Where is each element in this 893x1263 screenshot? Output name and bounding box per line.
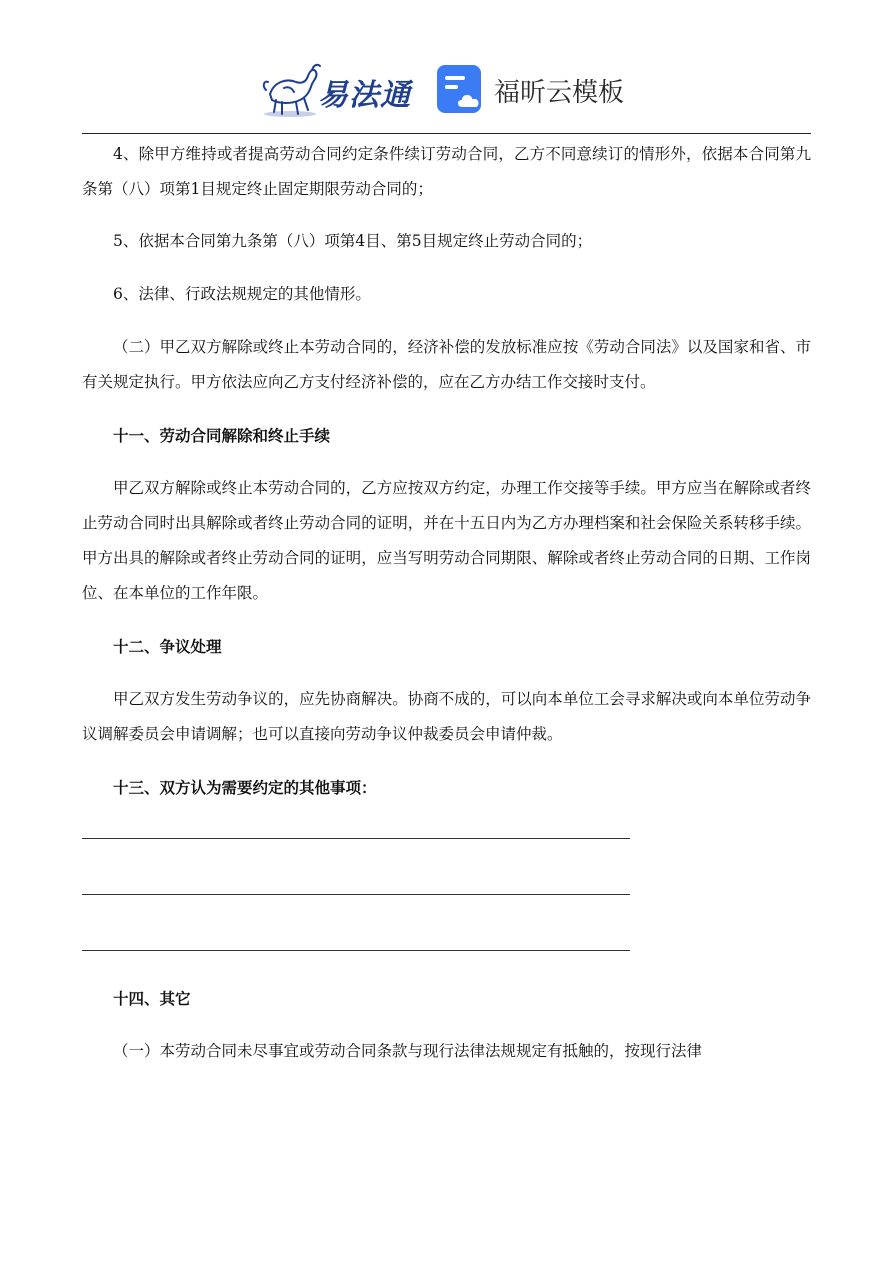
yifatong-logo-text: 易法通 xyxy=(318,78,411,113)
paragraph-dispute: 甲乙双方发生劳动争议的，应先协商解决。协商不成的，可以向本单位工会寻求解决或向本单位劳动争议调解委员会申请调解；也可以直接向劳动争议仲裁委员会申请仲裁。 xyxy=(82,690,811,743)
paragraph-termination-4: 4、除甲方维持或者提高劳动合同约定条件续订劳动合同，乙方不同意续订的情形外，依据本合同第九条第（八）项第1目规定终止固定期限劳动合同的； xyxy=(82,145,811,198)
paragraph-compensation: （二）甲乙双方解除或终止本劳动合同的，经济补偿的发放标准应按《劳动合同法》以及国家和省、市有关规定执行。甲方依法应向乙方支付经济补偿的，应在乙方办结工作交接时支付。 xyxy=(82,338,811,391)
cloud-doc-icon xyxy=(436,64,486,116)
paragraph-other-1: （一）本劳动合同未尽事宜或劳动合同条款与现行法律法规规定有抵触的，按现行法律 xyxy=(113,1042,703,1060)
yifatong-logo xyxy=(260,60,420,120)
section-heading-12: 十二、争议处理 xyxy=(113,637,222,656)
fill-in-line-1 xyxy=(82,838,630,839)
section-heading-11: 十一、劳动合同解除和终止手续 xyxy=(113,426,331,445)
fill-in-line-2 xyxy=(82,894,630,895)
foxit-template-logo xyxy=(436,64,646,120)
page-header xyxy=(0,0,893,136)
qilin-icon xyxy=(260,60,322,118)
paragraph-termination-6: 6、法律、行政法规规定的其他情形。 xyxy=(113,285,371,303)
paragraph-termination-5: 5、依据本合同第九条第（八）项第4目、第5目规定终止劳动合同的； xyxy=(113,232,593,250)
header-divider xyxy=(82,133,811,134)
section-heading-13: 十三、双方认为需要约定的其他事项： xyxy=(113,778,377,797)
paragraph-termination-procedure: 甲乙双方解除或终止本劳动合同的，乙方应按双方约定，办理工作交接等手续。甲方应当在解除或者终止劳动合同时出具解除或者终止劳动合同的证明，并在十五日内为乙方办理档案和社会保险关系转移手续。甲方出具的解除或者终止劳动合同的证明，应当写明劳动合同期限、解除或者终止劳动合同的日期、工作岗位、在本单位的工作年限。 xyxy=(82,479,811,602)
document-body xyxy=(82,137,811,1069)
section-heading-14: 十四、其它 xyxy=(113,989,191,1008)
fill-in-line-3 xyxy=(82,950,630,951)
foxit-template-logo-text: 福昕云模板 xyxy=(494,78,625,108)
